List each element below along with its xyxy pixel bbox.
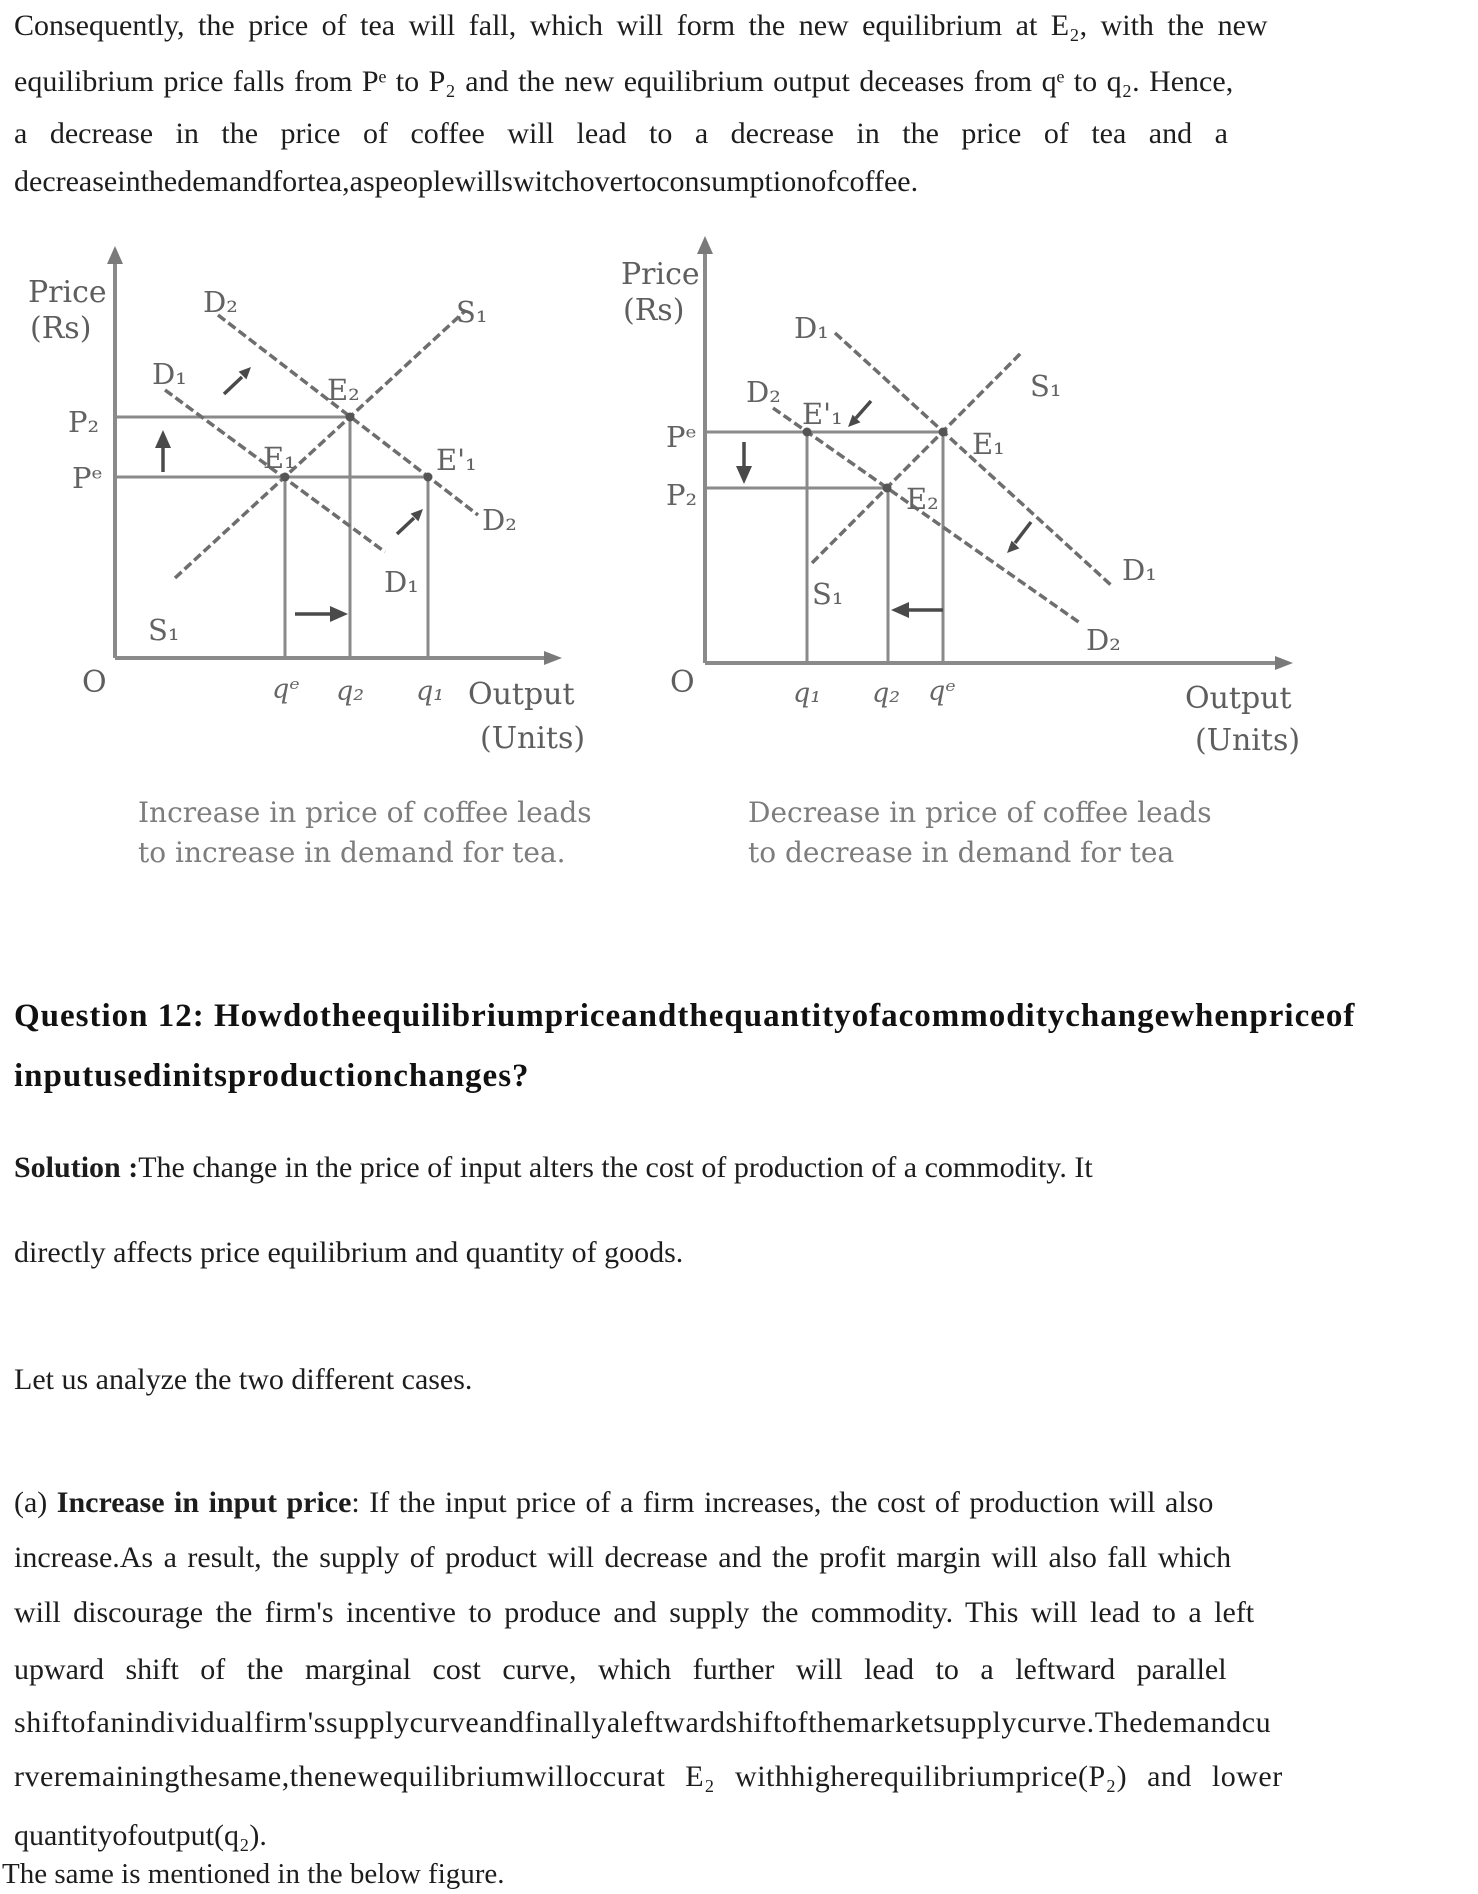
right-point-e1 — [939, 428, 948, 437]
left-output-label: Output — [468, 677, 575, 712]
right-s1-top-label: S₁ — [1030, 369, 1062, 403]
intro-line-4: decreaseinthedemandfortea,aspeoplewillswitchovertoconsumptionofcoffee. — [14, 165, 919, 198]
case-a-text-1: : If the input price of a firm increases, the cost of production will also — [351, 1486, 1214, 1519]
left-output-unit: (Units) — [480, 721, 586, 756]
right-demand-shift-arrow-upper — [856, 401, 871, 418]
right-x-axis-arrow-icon — [1275, 656, 1293, 670]
solution-line-1 — [14, 1148, 1464, 1188]
left-price-axis-label: Price — [28, 275, 107, 310]
left-pe-label: Pᵉ — [72, 461, 103, 495]
right-d2-top-label: D₂ — [746, 375, 781, 409]
solution-line-2: directly affects price equilibrium and quantity of goods. — [14, 1236, 684, 1269]
right-point-e2 — [883, 484, 892, 493]
right-price-axis-unit: (Rs) — [623, 293, 685, 328]
case-a-prefix: (a) — [14, 1486, 57, 1519]
case-a-line-5: shiftofanindividualfirm'ssupplycurveandfinallyaleftwardshiftofthemarketsupplycurve.Thedemandcu — [14, 1706, 1272, 1739]
right-caption-line-1: Decrease in price of coffee leads — [748, 796, 1212, 829]
right-pe-label: Pᵉ — [666, 420, 697, 454]
solution-text-1: The change in the price of input alters the cost of production of a commodity. It — [138, 1151, 1093, 1184]
right-q1-tick: q₁ — [793, 678, 822, 709]
right-output-label: Output — [1185, 681, 1292, 716]
right-qe-tick: qᵉ — [928, 676, 956, 707]
left-d2-top-label: D₂ — [203, 285, 238, 319]
supply-demand-figure — [0, 0, 1478, 900]
right-quantity-left-arrow-head-icon — [891, 602, 909, 618]
left-d1-top-label: D₁ — [152, 357, 187, 391]
right-d1-top-label: D₁ — [794, 311, 829, 345]
left-x-axis-arrow-icon — [544, 651, 562, 665]
left-point-e1-prime — [424, 473, 433, 482]
case-a-line-2: increase.As a result, the supply of product will decrease and the profit margin will also fall which — [14, 1541, 1232, 1574]
right-e2-label: E₂ — [906, 482, 939, 516]
left-d1-bottom-label: D₁ — [384, 565, 419, 599]
left-s1-top-label: S₁ — [456, 295, 488, 329]
question-12-line-2: inputusedinitsproductionchanges? — [14, 1058, 530, 1094]
solution-label: Solution : — [14, 1151, 139, 1184]
case-a-line-4: upward shift of the marginal cost curve, which further will lead to a leftward parallel — [14, 1653, 1227, 1686]
case-a-heading: Increase in input price — [56, 1486, 352, 1519]
left-q1-tick: q₁ — [416, 676, 445, 707]
question-12-line-1: Question 12: Howdotheequilibriumpriceandthequantityofacommoditychangewhenpriceof — [14, 998, 1356, 1034]
left-y-axis-arrow-icon — [107, 246, 123, 264]
intro-line-1: Consequently, the price of tea will fall, which will form the new equilibrium at E₂, with the new — [14, 9, 1268, 42]
left-s1-bottom-label: S₁ — [148, 613, 180, 647]
right-e1-prime-label: E'₁ — [802, 397, 843, 431]
left-q2-tick: q₂ — [336, 676, 365, 707]
right-q2-tick: q₂ — [872, 678, 901, 709]
left-point-e2 — [346, 413, 355, 422]
left-price-axis-unit: (Rs) — [30, 311, 92, 346]
left-e1-prime-label: E'₁ — [436, 443, 477, 477]
left-diagram — [28, 246, 592, 869]
right-y-axis-arrow-icon — [697, 236, 713, 254]
right-d1-right-label: D₁ — [1122, 553, 1157, 587]
left-qe-tick: qᵉ — [272, 674, 300, 705]
cases-intro-line: Let us analyze the two different cases. — [14, 1363, 473, 1396]
left-quantity-right-arrow-head-icon — [330, 606, 348, 622]
left-e2-label: E₂ — [327, 373, 360, 407]
case-a-line-7: quantityofoutput(q₂). — [14, 1819, 267, 1852]
right-d2-right-label: D₂ — [1086, 623, 1121, 657]
intro-line-3: a decrease in the price of coffee will lead to a decrease in the price of tea and a — [14, 117, 1228, 150]
left-demand-shift-arrow-upper — [224, 377, 242, 394]
case-a-line-6: rveremainingthesame,thenewequilibriumwilloccurat E₂ withhigherequilibriumprice(P₂) and lower — [14, 1760, 1283, 1793]
right-demand-shift-arrow-lower — [1015, 522, 1031, 543]
right-e1-label: E₁ — [972, 427, 1005, 461]
left-e1-label: E₁ — [263, 441, 296, 475]
right-p2-label: P₂ — [666, 478, 698, 512]
left-demand-shift-arrow-lower — [397, 518, 414, 534]
case-a-line-1 — [14, 1483, 1464, 1523]
right-price-down-arrow-head-icon — [736, 466, 752, 484]
right-caption-line-2: to decrease in demand for tea — [748, 836, 1175, 869]
intro-line-2: equilibrium price falls from Pᵉ to P₂ and the new equilibrium output deceases from qᵉ to q₂. Hence, — [14, 65, 1234, 98]
footer-line: The same is mentioned in the below figure. — [2, 1858, 505, 1890]
left-supply-curve-s1 — [175, 311, 465, 578]
left-p2-label: P₂ — [68, 405, 100, 439]
left-price-up-arrow-head-icon — [155, 430, 171, 448]
right-output-unit: (Units) — [1195, 723, 1301, 758]
right-diagram — [621, 236, 1300, 869]
left-caption-line-2: to increase in demand for tea. — [138, 836, 566, 869]
left-origin-label: O — [82, 665, 107, 700]
case-a-line-3: will discourage the firm's incentive to produce and supply the commodity. This will lead to a left — [14, 1596, 1255, 1629]
right-s1-bottom-label: S₁ — [812, 577, 844, 611]
left-d2-right-label: D₂ — [482, 503, 517, 537]
right-price-axis-label: Price — [621, 257, 700, 292]
left-caption-line-1: Increase in price of coffee leads — [138, 796, 592, 829]
right-origin-label: O — [670, 665, 695, 700]
